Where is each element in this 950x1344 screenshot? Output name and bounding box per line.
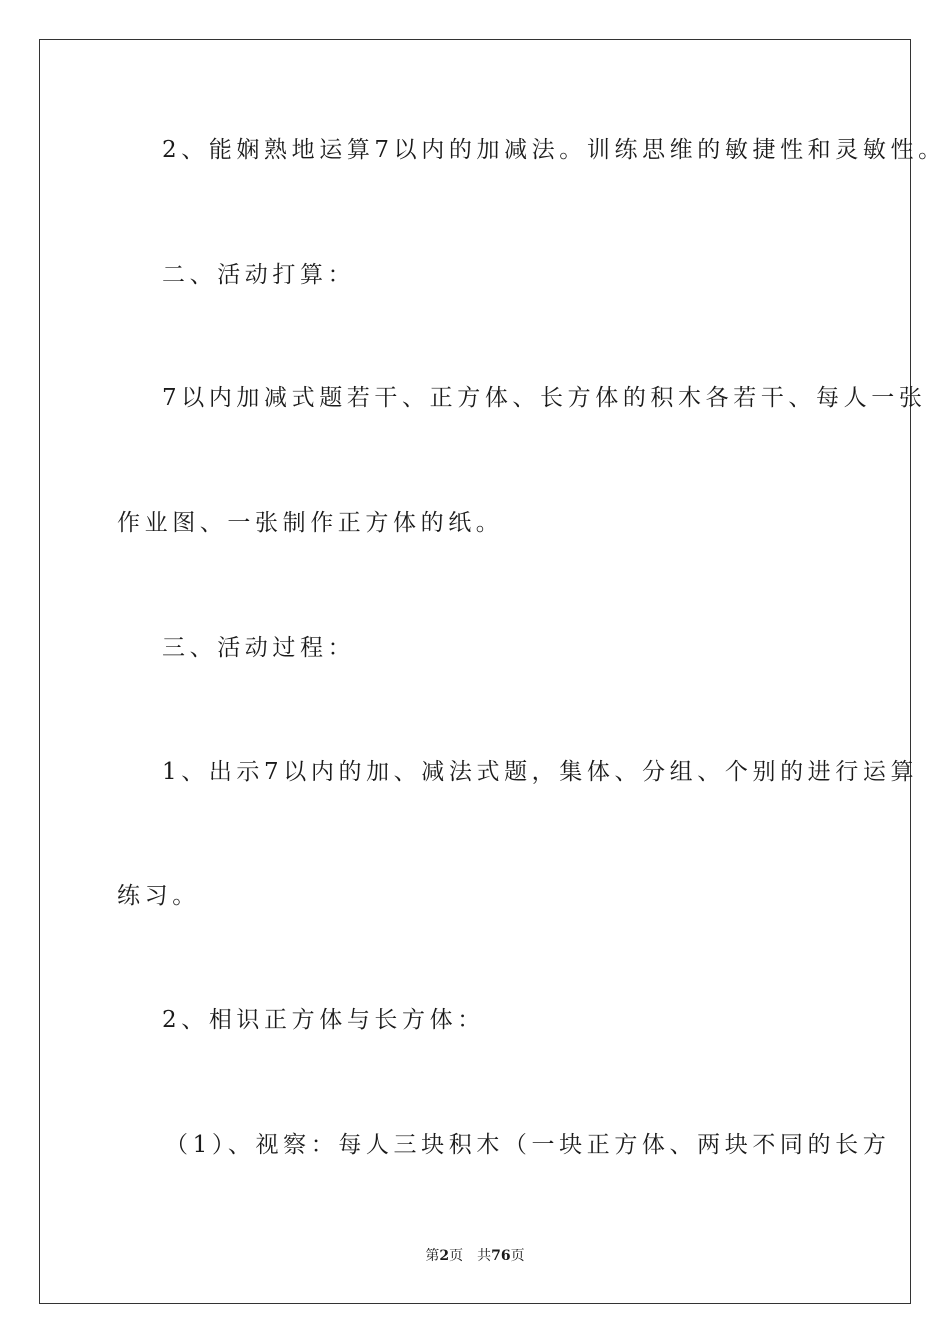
section-heading-3: 三、活动过程：	[162, 635, 356, 661]
paragraph-line-4: 2、相识正方体与长方体：	[162, 1007, 485, 1033]
paragraph-line-2: 7以内加减式题若干、正方体、长方体的积木各若干、每人一张	[162, 385, 927, 411]
paragraph-line-3-cont: 练习。	[117, 883, 200, 909]
paragraph-line-3: 1、出示7以内的加、减法式题，集体、分组、个别的进行运算	[162, 759, 919, 785]
footer-page-number: 2	[439, 1248, 450, 1264]
footer-total-suffix: 页	[510, 1248, 525, 1264]
footer-page-suffix: 页	[449, 1248, 464, 1264]
page-footer	[0, 1247, 950, 1265]
footer-page-prefix: 第	[425, 1248, 440, 1264]
page-border	[39, 39, 911, 1304]
footer-total-prefix: 共	[477, 1248, 492, 1264]
section-heading-2: 二、活动打算：	[162, 262, 356, 288]
footer-total-pages: 76	[491, 1248, 511, 1264]
paragraph-line-1: 2、能娴熟地运算7以内的加减法。训练思维的敏捷性和灵敏性。	[162, 137, 946, 163]
paragraph-line-2-cont: 作业图、一张制作正方体的纸。	[117, 510, 504, 536]
paragraph-line-5: （1）、视察：每人三块积木（一块正方体、两块不同的长方	[165, 1132, 891, 1158]
